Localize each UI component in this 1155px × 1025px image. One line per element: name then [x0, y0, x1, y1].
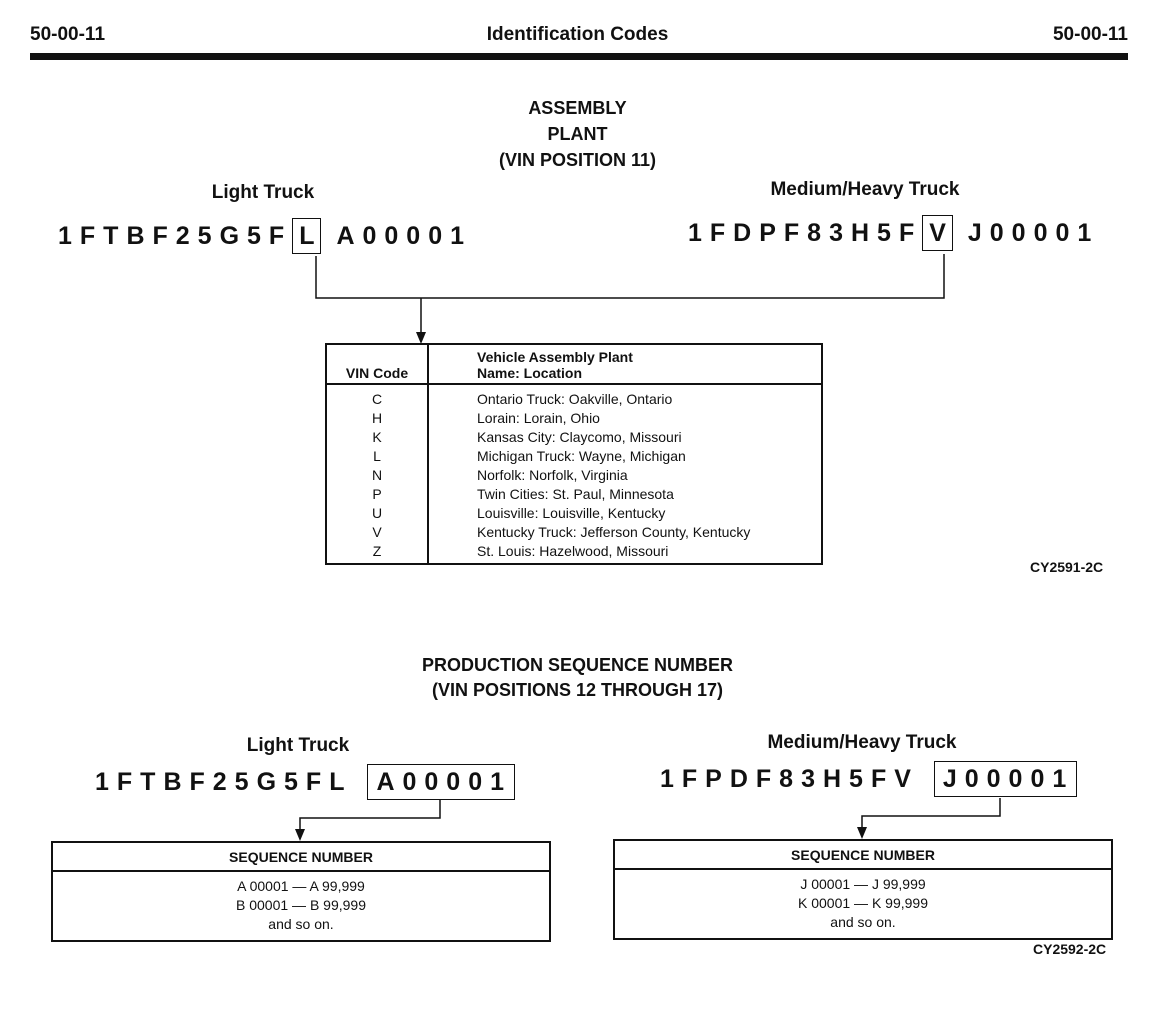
vin-prefix: 1FPDF83H5FV: [660, 765, 919, 793]
heavy-seq-connector: [862, 798, 1000, 830]
sequence-box-title: SEQUENCE NUMBER: [615, 841, 1111, 870]
assembly-title-line-3: (VIN POSITION 11): [498, 150, 657, 170]
plant-code-box: L: [292, 218, 321, 254]
vin-prefix: 1FTBF25G5FL: [95, 768, 353, 796]
plant-location: Norfolk: Norfolk, Virginia: [477, 467, 628, 483]
assembly-title-line-2: PLANT: [547, 124, 608, 144]
table-row: [326, 409, 822, 428]
sequence-title-line-1: PRODUCTION SEQUENCE NUMBER: [421, 655, 734, 675]
light-seq-connector: [300, 800, 440, 832]
vin-prefix: 1FTBF25G5F: [58, 222, 293, 250]
assembly-plant-table: [325, 343, 823, 565]
vin-code-header: VIN Code: [326, 344, 428, 384]
plant-header: [428, 344, 822, 384]
section-number-right: 50-00-11: [1052, 24, 1128, 45]
sequence-heavy-vin: [660, 761, 1077, 797]
table-row: [326, 384, 822, 409]
assembly-title-line-1: ASSEMBLY: [528, 98, 627, 118]
sequence-title-line-2: (VIN POSITIONS 12 THROUGH 17): [431, 680, 724, 700]
plant-location: Kentucky Truck: Jefferson County, Kentucky: [477, 524, 751, 540]
assembly-light-label: Light Truck: [211, 182, 315, 203]
vin-prefix: 1FDPF83H5F: [688, 219, 923, 247]
plant-location: Ontario Truck: Oakville, Ontario: [477, 391, 673, 407]
vin-code: L: [326, 447, 428, 466]
sequence-range: A 00001 — A 99,999: [237, 878, 365, 894]
plant-location: Louisville: Louisville, Kentucky: [477, 505, 666, 521]
vin-suffix: A00001: [336, 222, 473, 250]
sequence-note: and so on.: [830, 914, 896, 930]
table-row: [326, 542, 822, 564]
heavy-seq-arrow-head: [857, 827, 867, 839]
plant-header-line-1: Vehicle Assembly Plant: [477, 349, 633, 365]
plant-location: Kansas City: Claycomo, Missouri: [477, 429, 682, 445]
sequence-range: B 00001 — B 99,999: [236, 897, 366, 913]
sequence-box-title: SEQUENCE NUMBER: [53, 843, 549, 872]
plant-location: St. Louis: Hazelwood, Missouri: [477, 543, 669, 559]
table-row: [326, 504, 822, 523]
sequence-range: K 00001 — K 99,999: [798, 895, 928, 911]
table-row: [326, 447, 822, 466]
vin-code: H: [326, 409, 428, 428]
sequence-light-vin: [95, 764, 515, 800]
sequence-range: J 00001 — J 99,999: [800, 876, 926, 892]
sequence-title: [0, 653, 1155, 703]
vin-code: V: [326, 523, 428, 542]
table-row: [326, 428, 822, 447]
vin-code: P: [326, 485, 428, 504]
plant-header-line-2: Name: Location: [477, 365, 583, 381]
table-row: [326, 466, 822, 485]
sequence-box-light: [51, 841, 551, 942]
sequence-box-heavy: [613, 839, 1113, 940]
table-row: [326, 523, 822, 542]
figure-id-sequence: CY2592-2C: [1033, 941, 1107, 957]
plant-location: Twin Cities: St. Paul, Minnesota: [477, 486, 674, 502]
plant-location: Michigan Truck: Wayne, Michigan: [477, 448, 686, 464]
section-number-left: 50-00-11: [30, 24, 106, 45]
sequence-note: and so on.: [268, 916, 334, 932]
vin-suffix: J00001: [967, 219, 1100, 247]
vin-code: C: [326, 384, 428, 409]
table-row: [326, 485, 822, 504]
plant-location: Lorain: Lorain, Ohio: [477, 410, 600, 426]
vin-code: N: [326, 466, 428, 485]
sequence-light-label: Light Truck: [246, 735, 350, 756]
assembly-heavy-label: Medium/Heavy Truck: [770, 179, 960, 200]
vin-code: U: [326, 504, 428, 523]
figure-id-assembly: CY2591-2C: [1030, 559, 1104, 575]
sequence-heavy-label: Medium/Heavy Truck: [767, 732, 957, 753]
light-seq-arrow-head: [295, 829, 305, 841]
vin-code: K: [326, 428, 428, 447]
plant-code-box: V: [922, 215, 953, 251]
assembly-connector: [316, 254, 944, 298]
vin-code: Z: [326, 542, 428, 564]
sequence-code-box: J00001: [934, 761, 1077, 797]
page-title: Identification Codes: [486, 24, 669, 45]
sequence-code-box: A00001: [367, 764, 515, 800]
